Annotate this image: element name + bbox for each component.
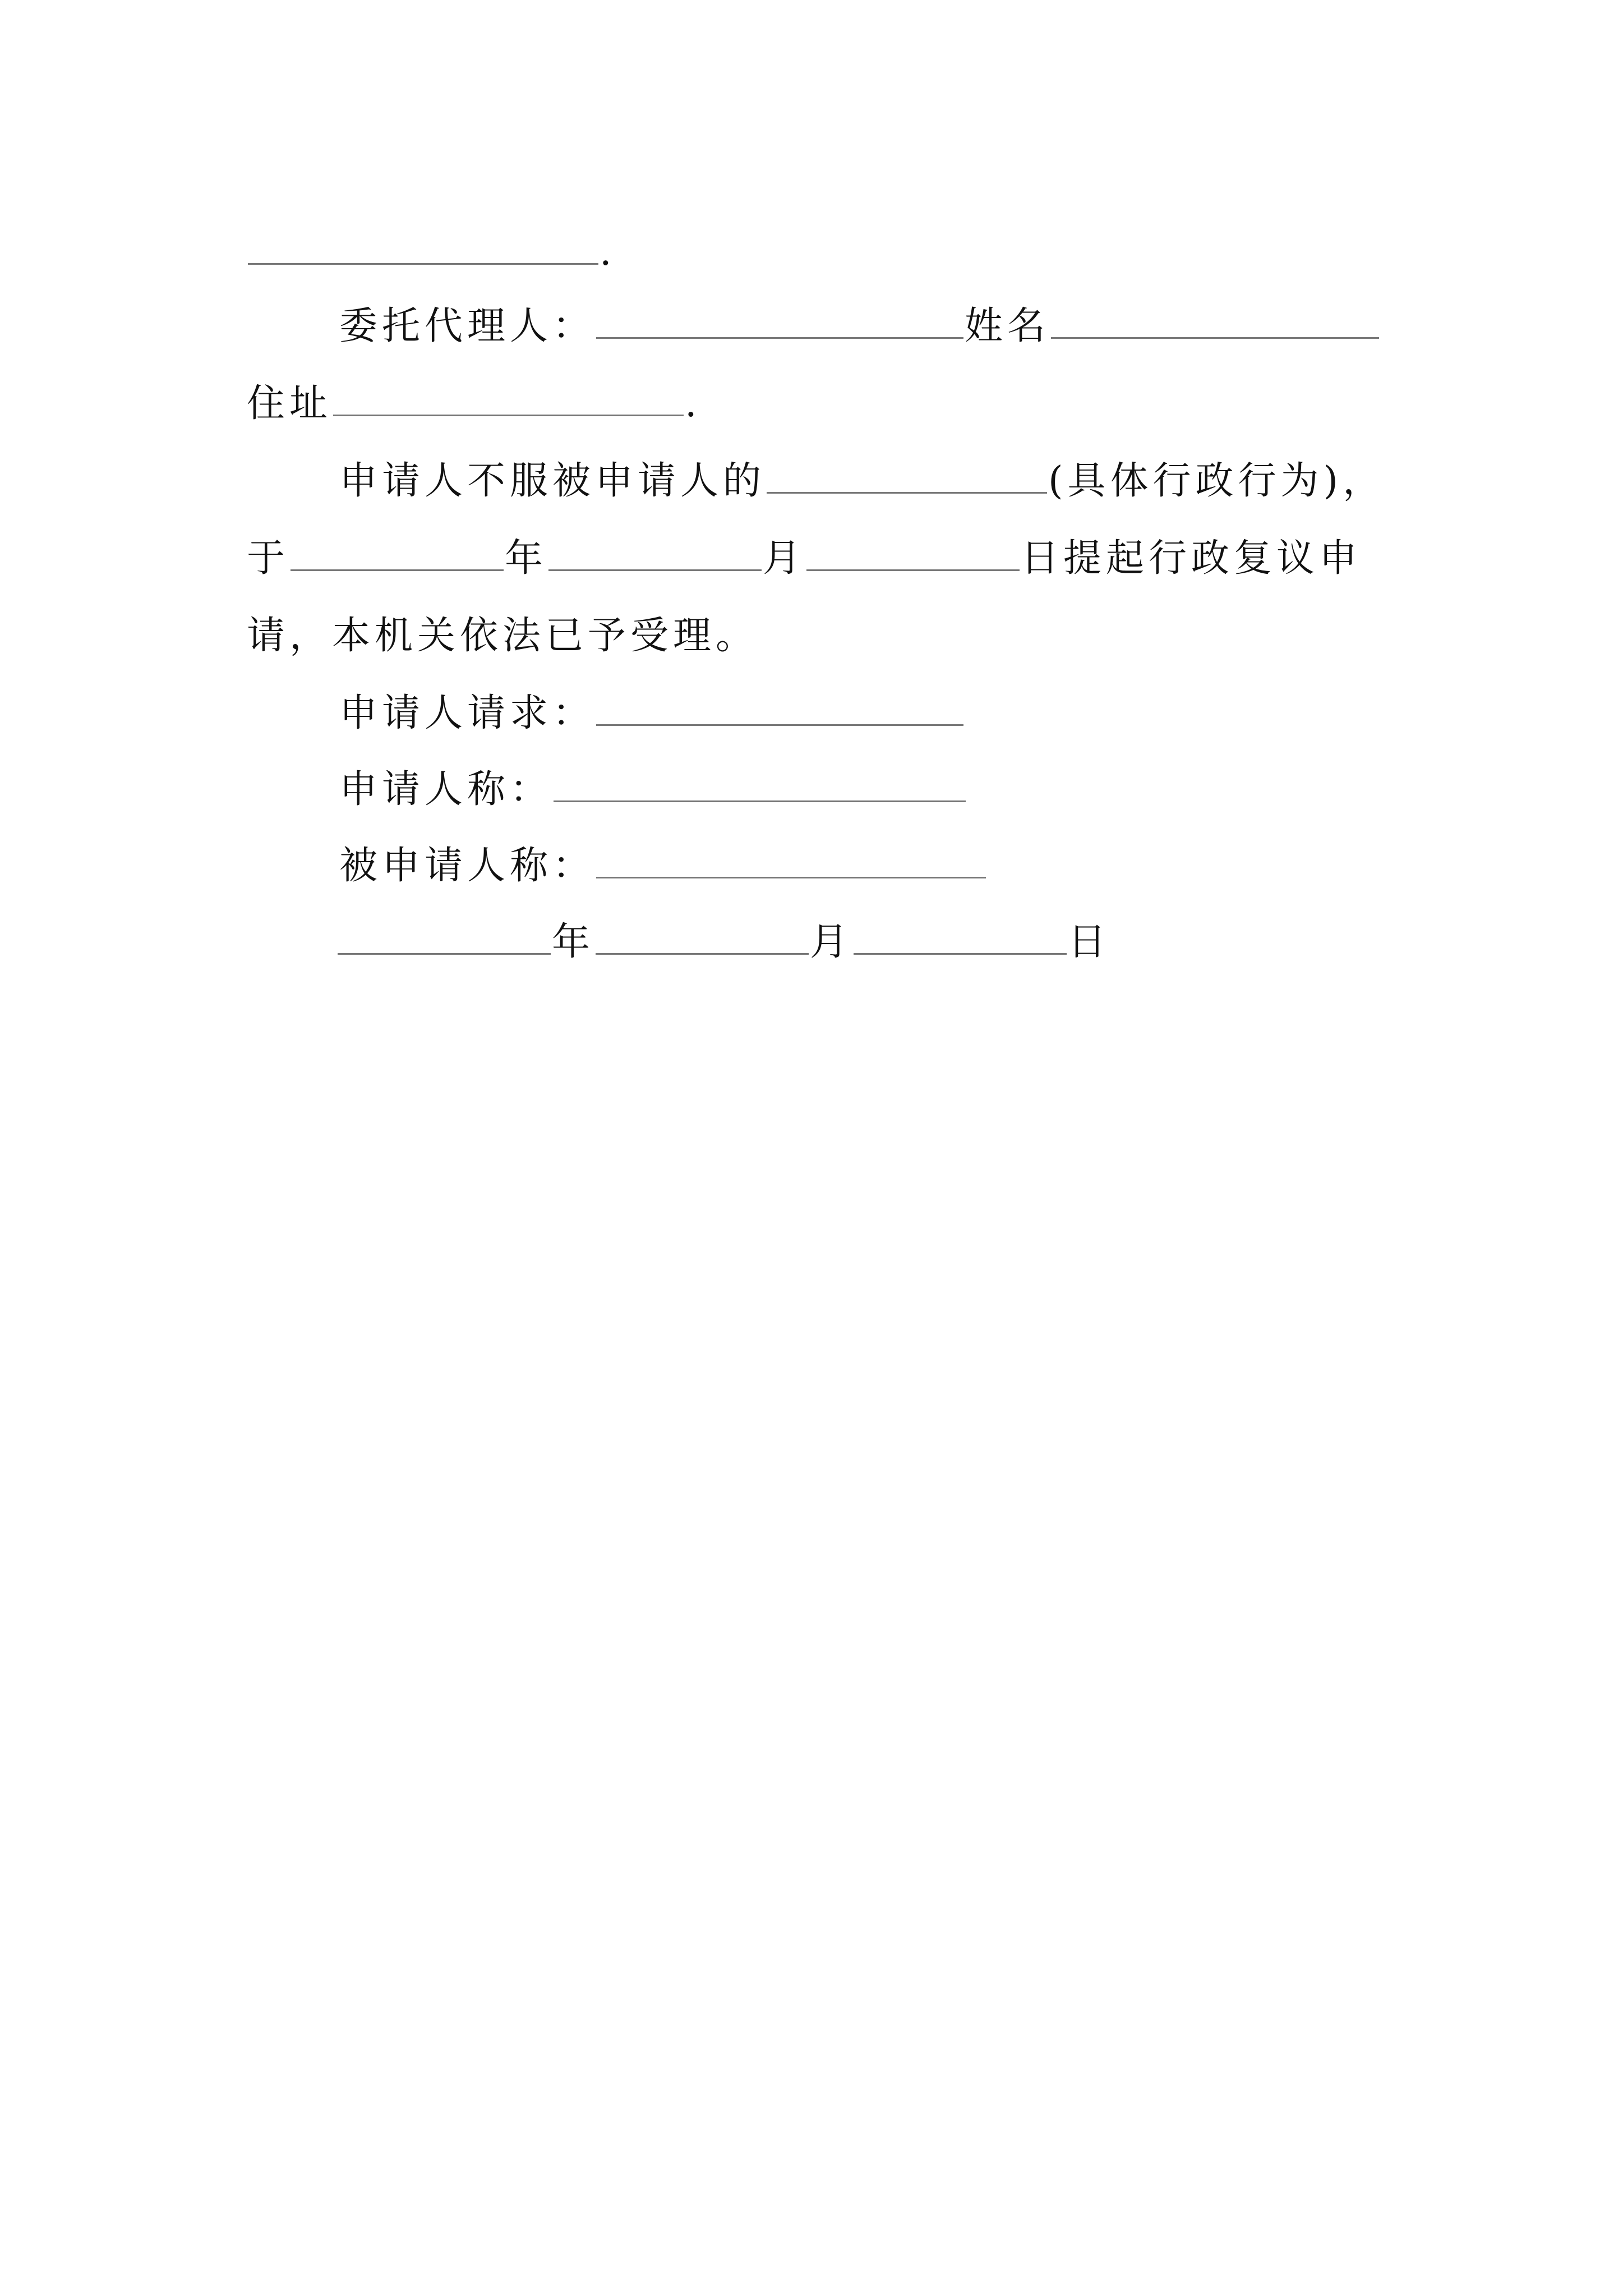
request-blank[interactable] bbox=[596, 689, 963, 726]
request-line bbox=[339, 685, 965, 742]
agent-label: 委托代理人： bbox=[339, 304, 596, 348]
sign-year-label: 年 bbox=[552, 920, 595, 964]
dispute-text: 申请人不服被申请人的 bbox=[339, 459, 766, 503]
respondent-statement-line bbox=[339, 838, 987, 894]
continuation-line bbox=[247, 224, 616, 280]
respondent-statement-blank[interactable] bbox=[596, 842, 986, 878]
period: . bbox=[685, 381, 702, 426]
accepted-text: 请，本机关依法已予受理。 bbox=[247, 614, 759, 658]
accepted-line bbox=[247, 608, 758, 664]
sign-month-blank[interactable] bbox=[596, 918, 809, 955]
address-blank[interactable] bbox=[333, 380, 684, 416]
dispute-line bbox=[339, 453, 1385, 509]
request-label: 申请人请求： bbox=[339, 691, 596, 735]
applicant-statement-line bbox=[339, 762, 967, 818]
address-line bbox=[247, 376, 702, 432]
sign-day-label: 日 bbox=[1068, 920, 1111, 964]
sign-day-blank[interactable] bbox=[854, 918, 1067, 955]
agent-blank[interactable] bbox=[596, 302, 963, 339]
applicant-statement-blank[interactable] bbox=[554, 766, 966, 802]
date-prefix: 于 bbox=[247, 536, 290, 581]
day-blank[interactable] bbox=[806, 535, 1020, 571]
sign-year-blank[interactable] bbox=[338, 918, 551, 955]
applicant-statement-label: 申请人称： bbox=[339, 767, 553, 812]
year-label: 年 bbox=[505, 536, 548, 581]
month-label: 月 bbox=[763, 536, 806, 581]
month-blank[interactable] bbox=[548, 535, 762, 571]
address-label: 住址 bbox=[247, 381, 333, 426]
signature-date-line bbox=[336, 914, 1110, 970]
administrative-act-blank[interactable] bbox=[767, 457, 1047, 494]
name-blank[interactable] bbox=[1051, 302, 1379, 339]
sign-month-label: 月 bbox=[810, 920, 853, 964]
year-blank[interactable] bbox=[291, 535, 504, 571]
agent-line bbox=[339, 298, 1380, 355]
date-filed-line bbox=[247, 531, 1362, 587]
continuation-blank[interactable] bbox=[248, 228, 598, 265]
name-label: 姓名 bbox=[965, 304, 1050, 348]
filed-text: 日提起行政复议申 bbox=[1021, 536, 1362, 581]
respondent-statement-label: 被申请人称： bbox=[339, 844, 596, 888]
period: . bbox=[600, 230, 616, 274]
administrative-act-note: (具体行政行为)， bbox=[1048, 459, 1386, 503]
